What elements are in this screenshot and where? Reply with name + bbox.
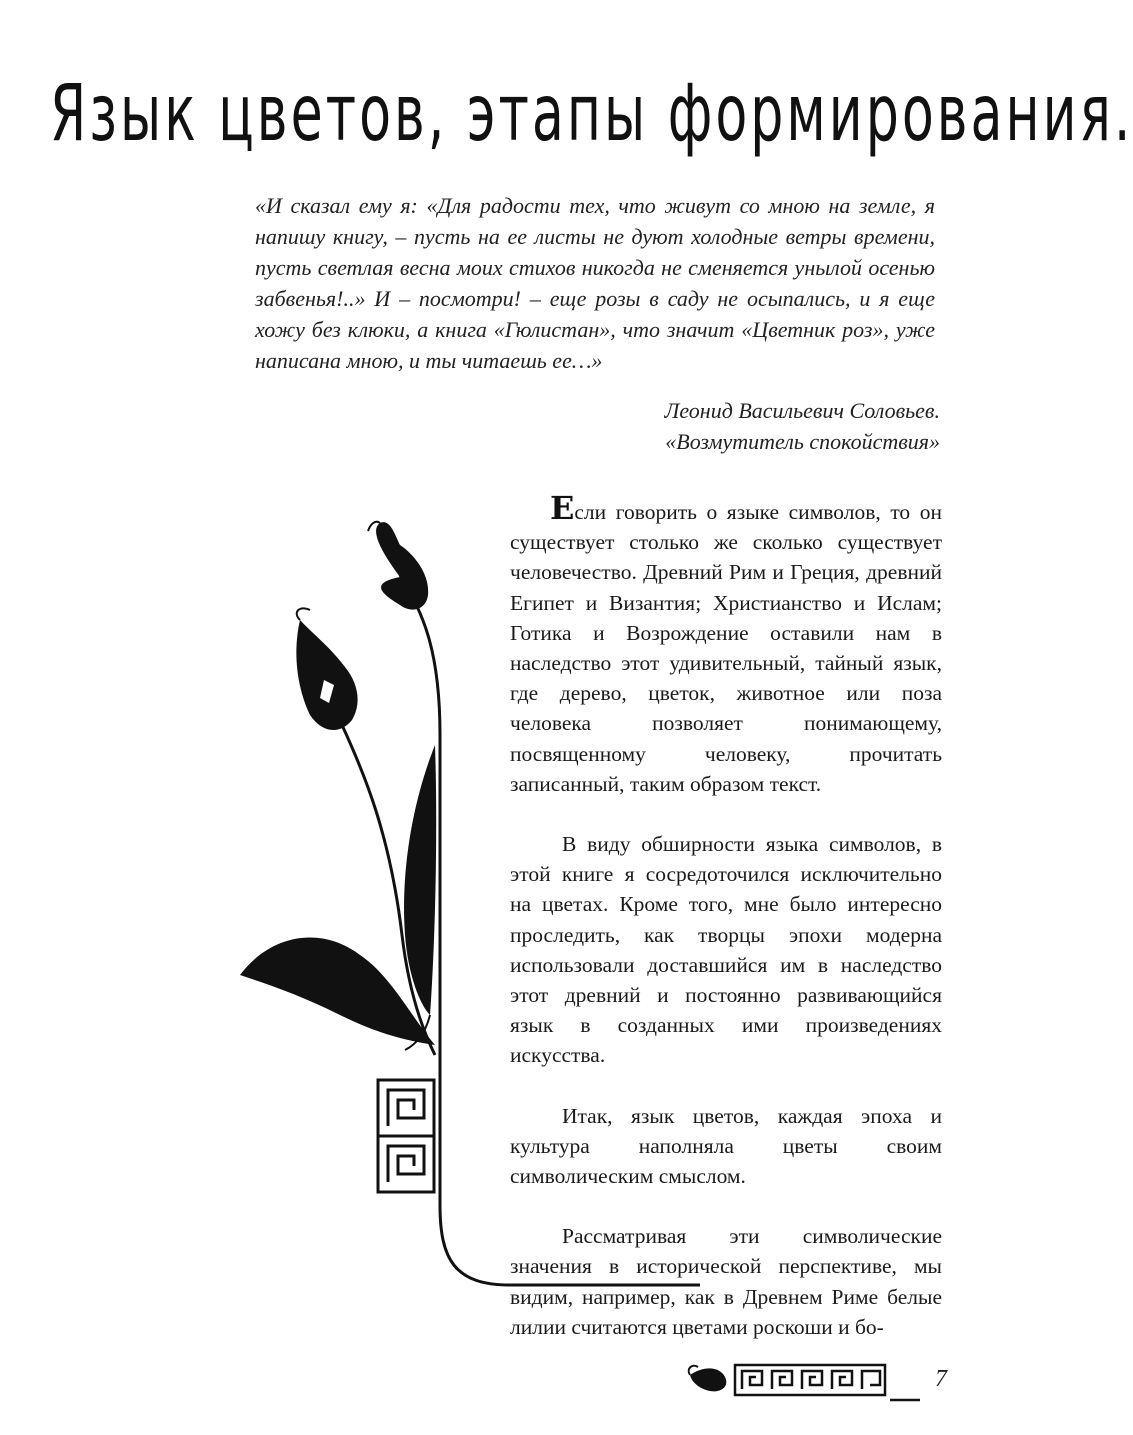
dropcap: Е xyxy=(550,489,575,527)
page-number: 7 xyxy=(935,1366,947,1392)
greek-key-ornament-icon xyxy=(420,1355,930,1405)
epigraph-attribution xyxy=(540,395,940,457)
epigraph-quote xyxy=(255,190,935,376)
paragraph-2: В виду обширности языка символов, в этой книге я сосредоточился исключительно на цветах. Кроме того, мне было интересно проследить, как творцы эпохи модерна использовали доставшийся им в наследство этот древний и постоянно развивающийся язык в созданных ими произведениях искусства. xyxy=(510,832,942,1068)
epigraph-author: Леонид Васильевич Соловьев. xyxy=(664,398,940,423)
page-title: Язык цветов, этапы формирования. xyxy=(50,66,1133,159)
paragraph-3: Итак, язык цветов, каждая эпоха и культура наполняла цветы своим символическим смыслом. xyxy=(510,1103,942,1189)
epigraph-text: «И сказал ему я: «Для радости тех, что живут со мною на земле, я напишу книгу, – пусть на ее листы не дуют холодные ветры времени, пусть светлая весна моих стихов никогда не сменяется унылой осенью забвенья!..» И – посмотри! – еще розы в саду не осыпались, и я еще хожу без клюки, а книга «Гюлистан», что значит «Цветник роз», уже написана мною, и ты читаешь ее…» xyxy=(255,193,935,373)
paragraph-1-text: сли говорить о языке символов, то он существует столько же сколько существует человечество. Древний Рим и Греция, древний Египет и Византия; Христианство и Ислам; Готика и Возрождение оставили нам в наследство этот удивительный, тайный язык, где дерево, цветок, животное или поза человека позволяет понимающему, посвященному человеку, прочитать записанный, таким образом текст. xyxy=(510,500,942,796)
paragraph-4: Рассматривая эти символические значения в исторической перспективе, мы видим, например, как в Древнем Риме белые лилии считаются цветами роскоши и бо- xyxy=(510,1224,942,1339)
paragraph-1 xyxy=(510,489,942,799)
epigraph-source: «Возмутитель спокойствия» xyxy=(665,429,940,454)
body-text xyxy=(510,489,942,1372)
